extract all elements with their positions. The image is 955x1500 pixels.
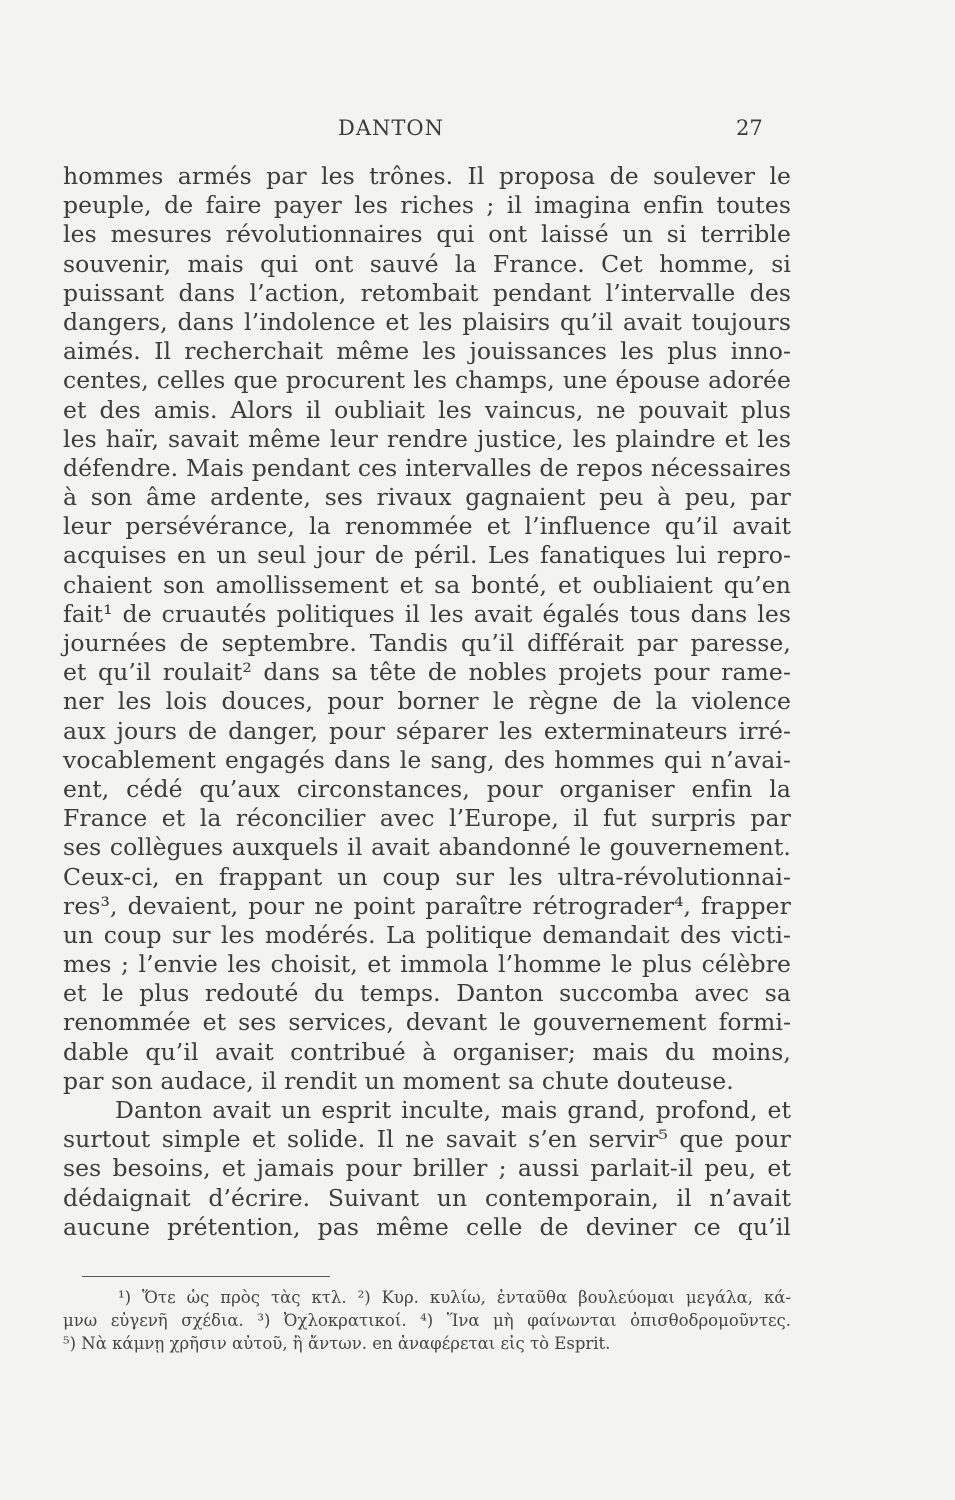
page-number: 27 bbox=[736, 116, 763, 140]
text-line: à son âme ardente, ses rivaux gagnaient peu à peu, par bbox=[63, 483, 791, 512]
text-line: les mesures révolutionnaires qui ont laissé un si terrible bbox=[63, 220, 791, 249]
text-line: surtout simple et solide. Il ne savait s’en servir⁵ que pour bbox=[63, 1125, 791, 1154]
text-line: mes ; l’envie les choisit, et immola l’homme le plus célèbre bbox=[63, 950, 791, 979]
text-line: ent, cédé qu’aux circonstances, pour organiser enfin la bbox=[63, 774, 791, 803]
text-line: les haïr, savait même leur rendre justice, les plaindre et les bbox=[63, 424, 791, 453]
text-line: dangers, dans l’indolence et les plaisirs qu’il avait toujours bbox=[63, 307, 791, 336]
text-line: et le plus redouté du temps. Danton succomba avec sa bbox=[63, 979, 791, 1008]
running-head bbox=[0, 116, 955, 146]
text-line: ses besoins, et jamais pour briller ; aussi parlait-il peu, et bbox=[63, 1154, 791, 1183]
text-line: et qu’il roulait² dans sa tête de nobles projets pour rame- bbox=[63, 658, 791, 687]
text-line: aux jours de danger, pour séparer les exterminateurs irré- bbox=[63, 716, 791, 745]
text-line: renommée et ses services, devant le gouvernement formi- bbox=[63, 1008, 791, 1037]
text-line: aimés. Il recherchait même les jouissances les plus inno- bbox=[63, 337, 791, 366]
text-line: aucune prétention, pas même celle de deviner ce qu’il bbox=[63, 1212, 791, 1241]
text-line: France et la réconcilier avec l’Europe, il fut surpris par bbox=[63, 804, 791, 833]
text-line: ses collègues auxquels il avait abandonné le gouvernement. bbox=[63, 833, 791, 862]
footnote-line: ¹) Ὅτε ὡς πρὸς τὰς κτλ. ²) Κυρ. κυλίω, ἐνταῦθα βουλεύομαι μεγάλα, κά- bbox=[118, 1288, 791, 1307]
text-line: dédaignait d’écrire. Suivant un contemporain, il n’avait bbox=[63, 1183, 791, 1212]
text-line: ner les lois douces, pour borner le règne de la violence bbox=[63, 687, 791, 716]
text-line: acquises en un seul jour de péril. Les fanatiques lui repro- bbox=[63, 541, 791, 570]
text-line: et des amis. Alors il oubliait les vaincus, ne pouvait plus bbox=[63, 395, 791, 424]
text-line: un coup sur les modérés. La politique demandait des victi- bbox=[63, 920, 791, 949]
footnote-line: μνω εὐγενῆ σχέδια. ³) Ὀχλοκρατικοί. ⁴) Ἵνα μὴ φαίνωνται ὀπισθοδρομοῦντες. bbox=[63, 1311, 791, 1330]
text-line: centes, celles que procurent les champs, une épouse adorée bbox=[63, 366, 791, 395]
footnote-line: ⁵) Νὰ κάμνῃ χρῆσιν αὐτοῦ, ἢ ἄντων. en ἀναφέρεται εἰς τὸ Esprit. bbox=[63, 1334, 611, 1353]
text-line: hommes armés par les trônes. Il proposa de soulever le bbox=[63, 162, 791, 190]
text-line: journées de septembre. Tandis qu’il différait par paresse, bbox=[63, 629, 791, 657]
text-line: vocablement engagés dans le sang, des hommes qui n’avai- bbox=[63, 745, 791, 774]
text-line: souvenir, mais qui ont sauvé la France. Cet homme, si bbox=[63, 249, 791, 278]
text-line: res³, devaient, pour ne point paraître rétrograder⁴, frapper bbox=[63, 891, 791, 920]
body-text bbox=[63, 162, 791, 1242]
text-line: leur persévérance, la renommée et l’influence qu’il avait bbox=[63, 512, 791, 541]
text-line: fait¹ de cruautés politiques il les avait égalés tous dans les bbox=[63, 599, 791, 628]
text-line: chaient son amollissement et sa bonté, et oubliaient qu’en bbox=[63, 570, 791, 599]
text-line: puissant dans l’action, retombait pendant l’intervalle des bbox=[63, 278, 791, 307]
text-line: Ceux-ci, en frappant un coup sur les ultra-révolutionnai- bbox=[63, 862, 791, 891]
text-line: par son audace, il rendit un moment sa chute douteuse. bbox=[63, 1066, 734, 1095]
text-line: peuple, de faire payer les riches ; il imagina enfin toutes bbox=[63, 191, 791, 220]
footnote-separator bbox=[82, 1276, 330, 1277]
paragraph-start-line: Danton avait un esprit inculte, mais grand, profond, et bbox=[115, 1096, 791, 1124]
text-line: dable qu’il avait contribué à organiser; mais du moins, bbox=[63, 1037, 791, 1066]
text-line: défendre. Mais pendant ces intervalles de repos nécessaires bbox=[63, 453, 791, 482]
footnotes bbox=[63, 1286, 791, 1355]
running-head-title: DANTON bbox=[338, 116, 444, 140]
